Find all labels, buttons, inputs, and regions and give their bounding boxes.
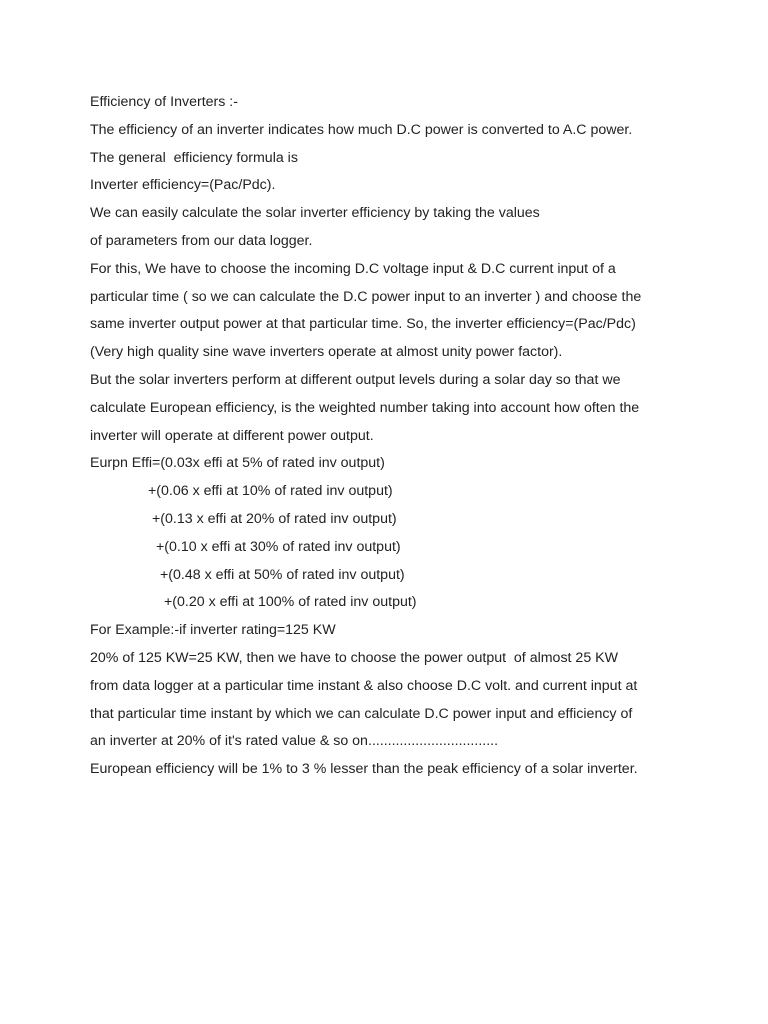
example-line: from data logger at a particular time instant & also choose D.C volt. and current input at <box>90 677 638 694</box>
body-line: We can easily calculate the solar inverter efficiency by taking the values <box>90 205 540 222</box>
formula-term: +(0.10 x effi at 30% of rated inv output) <box>156 538 401 555</box>
body-line: same inverter output power at that particular time. So, the inverter efficiency=(Pac/Pdc) <box>90 316 636 333</box>
example-line: 20% of 125 KW=25 KW, then we have to choose the power output of almost 25 KW <box>90 649 618 666</box>
formula-term: +(0.13 x effi at 20% of rated inv output) <box>152 510 397 527</box>
formula-term: +(0.20 x effi at 100% of rated inv output) <box>164 594 417 611</box>
body-line: of parameters from our data logger. <box>90 232 313 249</box>
body-line: For this, We have to choose the incoming D.C voltage input & D.C current input of a <box>90 260 616 277</box>
formula-line: Eurpn Effi=(0.03x effi at 5% of rated inv output) <box>90 455 385 472</box>
example-line: For Example:-if inverter rating=125 KW <box>90 622 336 639</box>
example-line: an inverter at 20% of it's rated value & so on................................. <box>90 733 499 750</box>
example-line: European efficiency will be 1% to 3 % lesser than the peak efficiency of a solar inverter. <box>90 761 638 778</box>
body-line: The general efficiency formula is <box>90 149 298 166</box>
example-line: that particular time instant by which we can calculate D.C power input and efficiency of <box>90 705 633 722</box>
formula-term: +(0.48 x effi at 50% of rated inv output) <box>160 566 405 583</box>
body-line: The efficiency of an inverter indicates how much D.C power is converted to A.C power. <box>90 121 633 138</box>
body-line: (Very high quality sine wave inverters operate at almost unity power factor). <box>90 344 563 361</box>
body-line: Inverter efficiency=(Pac/Pdc). <box>90 177 276 194</box>
formula-term: +(0.06 x effi at 10% of rated inv output) <box>148 483 393 500</box>
body-line: But the solar inverters perform at different output levels during a solar day so that we <box>90 371 621 388</box>
document-body <box>90 89 730 784</box>
document-title: Efficiency of Inverters :- <box>90 94 238 110</box>
body-line: particular time ( so we can calculate the D.C power input to an inverter ) and choose the <box>90 288 642 305</box>
body-line: calculate European efficiency, is the weighted number taking into account how often the <box>90 399 640 416</box>
body-line: inverter will operate at different power output. <box>90 427 374 444</box>
